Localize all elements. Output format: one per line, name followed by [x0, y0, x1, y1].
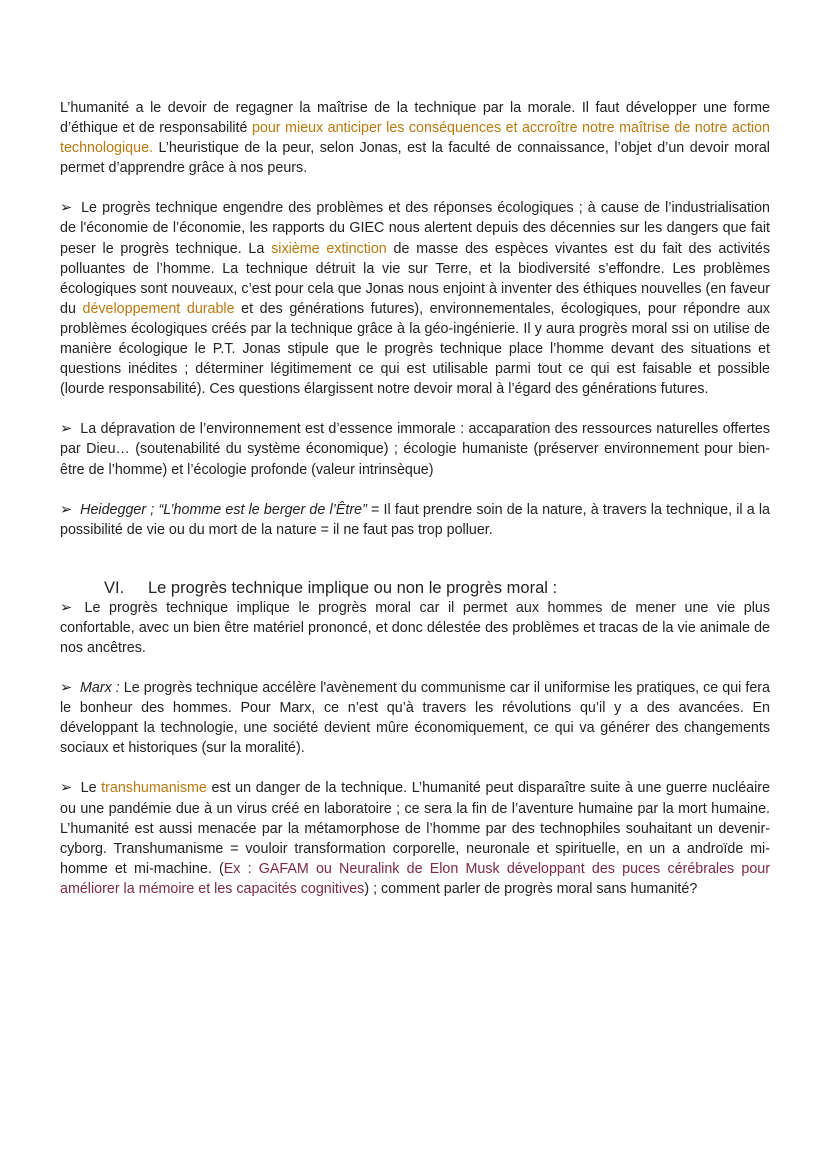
- heidegger-quote: Heidegger ; “L’homme est le berger de l’Être”: [75, 501, 367, 518]
- arrow-bullet-icon: ➢: [60, 200, 72, 217]
- highlight-action: pour mieux anticiper les conséquences et accroître notre maîtrise de notre action technologique.: [60, 120, 770, 157]
- highlight-transhumanism: transhumanisme: [101, 780, 207, 797]
- highlight-extinction: sixième extinction: [271, 240, 387, 257]
- bullet-depravation: ➢ La dépravation de l’environnement est d’essence immorale : accaparation des ressources naturelles offertes par Dieu… (soutenabilité du système économique) ; écologie humaniste (préserver environnement pour bien-être de l’homme) et l’écologie profonde (valeur intrinsèque): [60, 421, 770, 478]
- section-title: Le progrès technique implique ou non le progrès moral :: [148, 578, 558, 597]
- bullet-transhumanism: ➢ Le transhumanisme est un danger de la technique. L’humanité peut disparaître suite à une guerre nucléaire ou une pandémie due à un virus créé en laboratoire ; ce sera la fin de l’aventure humaine par la mort humaine. L’humanité est aussi menacée par la métamorphose de l’homme par des technophiles souhaitant un devenir-cyborg. Transhumanisme = vouloir transformation corporelle, neuronale et spirituelle, en un a androïde mi-homme et mi-machine. (Ex : GAFAM ou Neuralink de Elon Musk développant des puces cérébrales pour améliorer la mémoire et les capacités cognitives) ; comment parler de progrès moral sans humanité?: [60, 780, 771, 897]
- highlight-durable: développement durable: [82, 300, 235, 317]
- arrow-bullet-icon: ➢: [60, 680, 72, 697]
- example-gafam: Ex : GAFAM ou Neuralink de Elon Musk développant des puces cérébrales pour améliorer la mémoire et les capacités cognitives: [60, 860, 770, 897]
- bullet-ecology: ➢ Le progrès technique engendre des problèmes et des réponses écologiques ; à cause de l’industrialisation de l'économie de l’économie, les rapports du GIEC nous alertent depuis des décennies sur les dangers que fait peser le progrès technique. La sixième extinction de masse des espèces vivantes est du fait des activités polluantes de l’homme. La technique détruit la vie sur Terre, et la biodiversité s’effondre. Les problèmes écologiques sont nouveaux, c’est pour cela que Jonas nous enjoint à inventer des éthiques nouvelles (en faveur du développement durable et des générations futures), environnementales, écologiques, pour répondre aux problèmes écologiques créés par la technique grâce à la géo-ingénierie. Il y aura progrès moral ssi on utilise de manière écologique le P.T. Jonas stipule que le progrès technique place l’homme devant des situations et questions inédites ; déterminer légitimement ce qui est utilisable parmi tout ce qui est faisable et possible (lourde responsabilité). Ces questions élargissent notre devoir moral à l’égard des générations futures.: [60, 200, 770, 398]
- arrow-bullet-icon: ➢: [60, 599, 72, 616]
- marx-label: Marx :: [75, 680, 120, 697]
- arrow-bullet-icon: ➢: [60, 780, 72, 797]
- intro-paragraph: L’humanité a le devoir de regagner la maîtrise de la technique par la morale. Il faut développer une forme d’éthique et de responsabilité pour mieux anticiper les conséquences et accroître notre maîtrise de notre action technologique. L’heuristique de la peur, selon Jonas, est la faculté de connaissance, l’objet d’un devoir moral permet d’apprendre grâce à nos peurs.: [60, 100, 770, 177]
- arrow-bullet-icon: ➢: [60, 501, 72, 518]
- bullet-heidegger: ➢ Heidegger ; “L’homme est le berger de l’Être” = Il faut prendre soin de la nature, à travers la technique, il a la possibilité de vie ou du mort de la nature = il ne faut pas trop polluer.: [60, 501, 770, 538]
- arrow-bullet-icon: ➢: [60, 421, 72, 438]
- bullet-comfort: ➢ Le progrès technique implique le progrès moral car il permet aux hommes de mener une vie plus confortable, avec un bien être matériel prononcé, et donc délestée des problèmes et tracas de la vie animale de nos ancêtres.: [60, 599, 770, 656]
- bullet-marx: ➢ Marx : Le progrès technique accélère l'avènement du communisme car il uniformise les pratiques, ce qui fera le bonheur des hommes. Pour Marx, ce n’est qu’à travers les révolutions qu’il y a des avancées. En développant la technologie, une société devient mûre économiquement, ce qui va générer des changements sociaux et historiques (sur la moralité).: [60, 680, 770, 757]
- section-number: VI.: [104, 578, 125, 597]
- section-heading: [60, 578, 770, 598]
